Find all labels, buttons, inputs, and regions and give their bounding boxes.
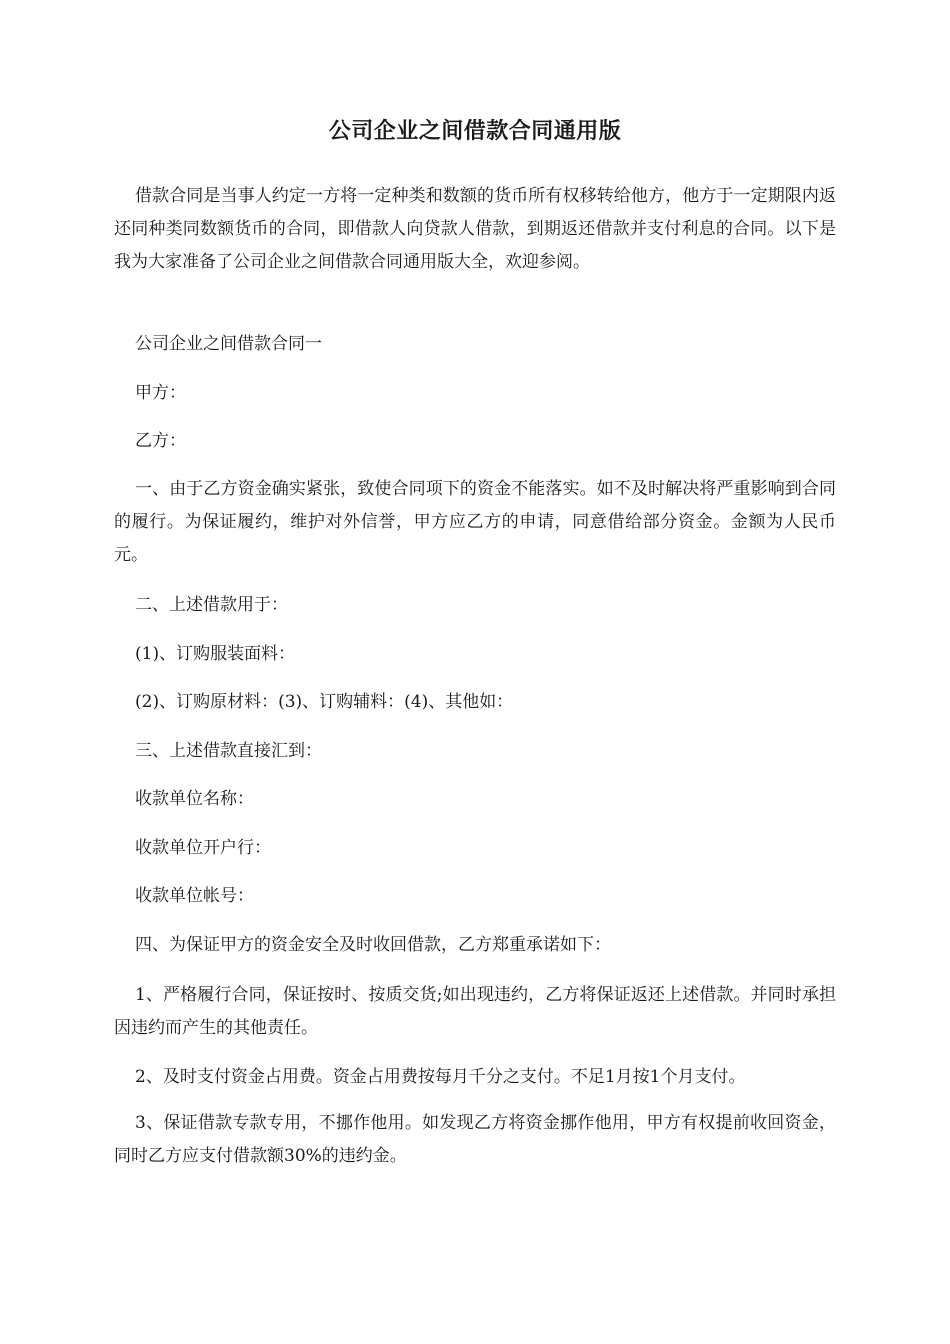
clause-3: 三、上述借款直接汇到： bbox=[135, 741, 322, 761]
party-a-line: 甲方： bbox=[135, 383, 186, 403]
payee-name-line: 收款单位名称： bbox=[135, 789, 254, 809]
commitment-1: 1、严格履行合同，保证按时、按质交货;如出现违约，乙方将保证返还上述借款。并同时承担因违约而产生的其他责任。 bbox=[114, 985, 836, 1038]
commitment-3: 3、保证借款专款专用，不挪作他用。如发现乙方将资金挪作他用，甲方有权提前收回资金，同时乙方应支付借款额30%的违约金。 bbox=[114, 1113, 836, 1166]
contract-heading: 公司企业之间借款合同一 bbox=[135, 334, 322, 354]
clause-2-items-2-4: (2)、订购原材料：(3)、订购辅料：(4)、其他如： bbox=[135, 692, 514, 712]
payee-bank-line: 收款单位开户行： bbox=[135, 838, 271, 858]
intro-paragraph: 借款合同是当事人约定一方将一定种类和数额的货币所有权移转给他方，他方于一定期限内返还同种类同数额货币的合同，即借款人向贷款人借款，到期返还借款并支付利息的合同。以下是我为大家准备了公司企业之间借款合同通用版大全，欢迎参阅。 bbox=[114, 186, 836, 272]
clause-4: 四、为保证甲方的资金安全及时收回借款，乙方郑重承诺如下： bbox=[135, 935, 611, 955]
clause-2-item-1: (1)、订购服装面料： bbox=[135, 644, 296, 664]
party-b-line: 乙方： bbox=[135, 431, 186, 451]
clause-2: 二、上述借款用于： bbox=[135, 595, 288, 615]
payee-account-line: 收款单位帐号： bbox=[135, 886, 254, 906]
commitment-2: 2、及时支付资金占用费。资金占用费按每月千分之支付。不足1月按1个月支付。 bbox=[135, 1067, 746, 1087]
clause-1: 一、由于乙方资金确实紧张，致使合同项下的资金不能落实。如不及时解决将严重影响到合同的履行。为保证履约，维护对外信誉，甲方应乙方的申请，同意借给部分资金。金额为人民币元。 bbox=[114, 479, 836, 565]
document-title: 公司企业之间借款合同通用版 bbox=[328, 119, 622, 144]
